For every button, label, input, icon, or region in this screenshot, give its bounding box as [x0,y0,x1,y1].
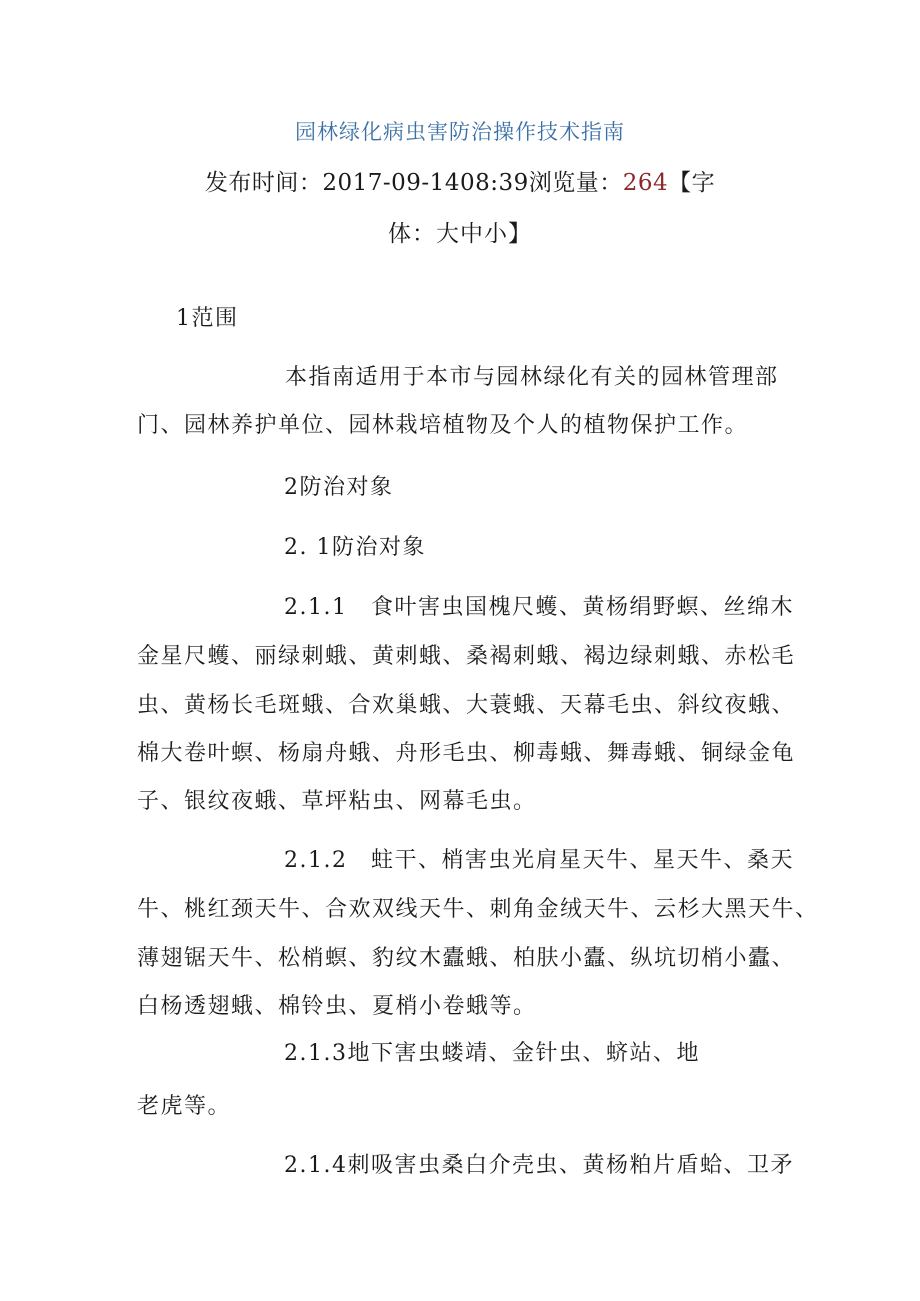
section-1-heading: 1范围 [176,306,239,331]
doc-meta-line [0,164,920,197]
paragraph-line: 门、园林养护单位、园林栽培植物及个人的植物保护工作。 [137,413,749,438]
font-size-prefix: 【字 [668,170,716,196]
paragraph-line: 白杨透翅蛾、棉铃虫、夏梢小卷蛾等。 [137,994,537,1019]
paragraph-line: 虫、黄杨长毛斑蛾、合欢巢蛾、大蓑蛾、天幕毛虫、斜纹夜蛾、 [137,693,796,718]
doc-title: 园林绿化病虫害防治操作技术指南 [295,120,625,144]
paragraph-line: 金星尺蠖、丽绿刺蛾、黄刺蛾、桑褐刺蛾、褐边绿刺蛾、赤松毛 [137,644,796,669]
paragraph-line: 2.1.4刺吸害虫桑白介壳虫、黄杨粕片盾蛤、卫矛 [284,1153,794,1178]
section-2-heading: 2防治对象 [284,475,394,500]
publish-label: 发布时间： [204,170,323,196]
paragraph-line: 老虎等。 [137,1094,232,1119]
paragraph-line: 2.1.3地下害虫蝼靖、金针虫、蛴站、地 [284,1041,700,1066]
views-count: 264 [622,170,669,196]
font-size-selector[interactable]: 体：大中小】 [388,221,532,247]
publish-time: 2017-09-1408:39 [322,170,529,196]
section-2-1-heading: 2. 1防治对象 [284,535,426,560]
paragraph-line: 2.1.2 蛀干、梢害虫光肩星天牛、星天牛、桑天 [284,848,794,873]
paragraph-line: 本指南适用于本市与园林绿化有关的园林管理部 [285,365,779,390]
paragraph-line: 棉大卷叶螟、杨扇舟蛾、舟形毛虫、柳毒蛾、舞毒蛾、铜绿金龟 [137,741,796,766]
views-label: 浏览量： [528,170,623,196]
paragraph-line: 子、银纹夜蛾、草坪粘虫、网幕毛虫。 [137,789,537,814]
paragraph-line: 牛、桃红颈天牛、合欢双线天牛、刺角金绒天牛、云杉大黑天牛、 [137,897,819,922]
paragraph-line: 2.1.1 食叶害虫国槐尺蠖、黄杨绢野螟、丝绵木 [284,595,794,620]
paragraph-line: 薄翅锯天牛、松梢螟、豹纹木蠹蛾、柏肤小蠹、纵坑切梢小蠹、 [137,946,796,971]
